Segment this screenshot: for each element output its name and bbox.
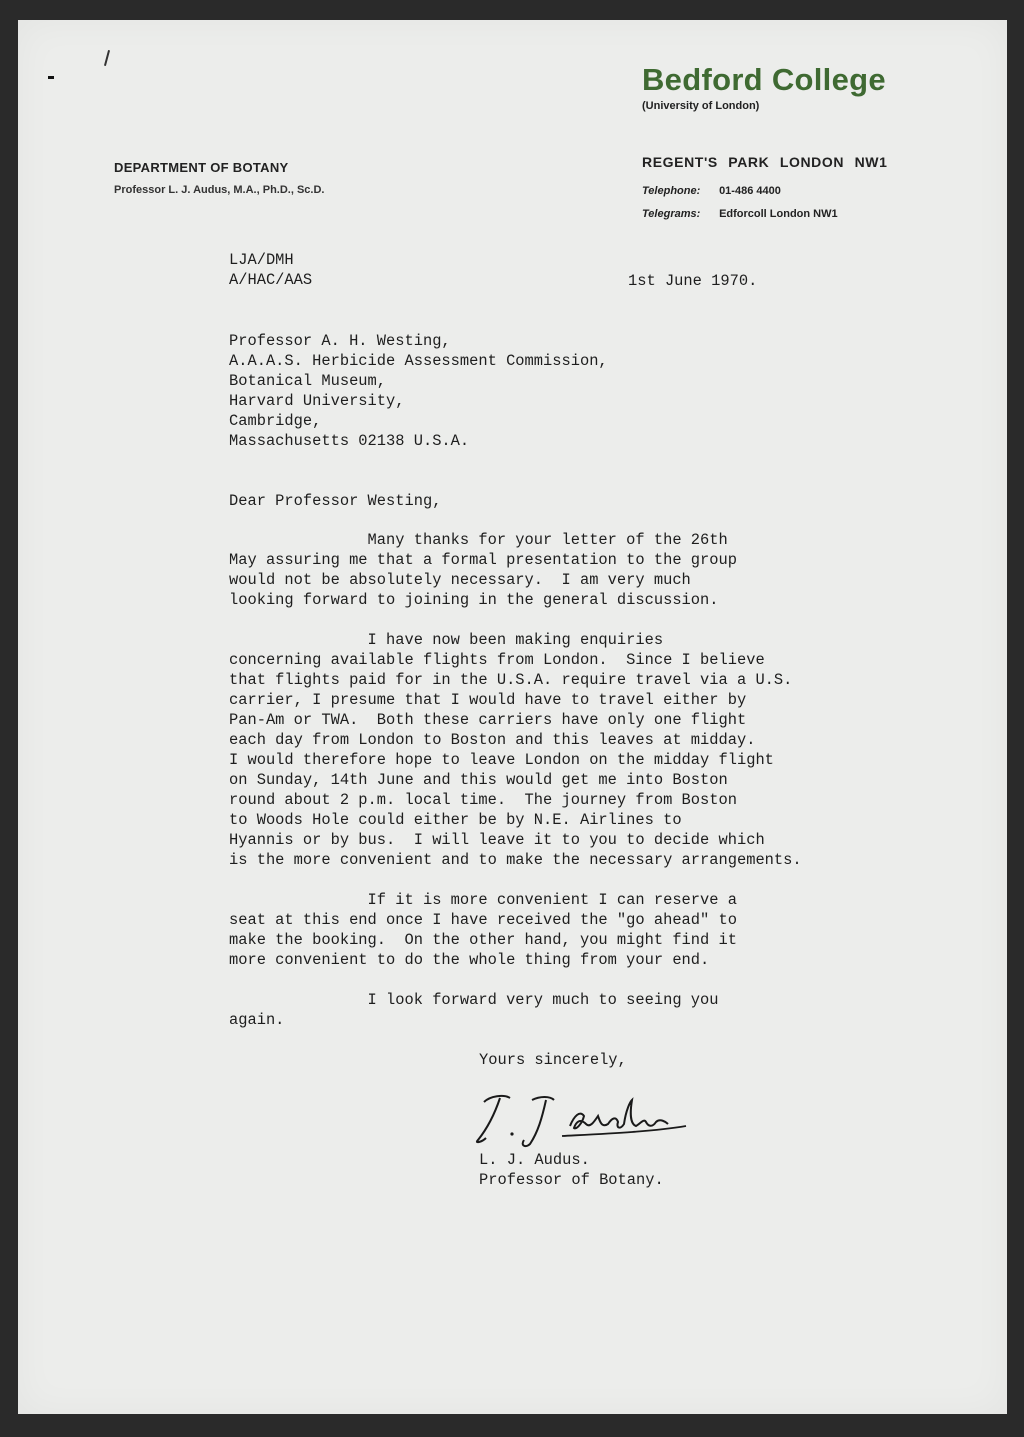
telegrams-label: Telegrams: bbox=[642, 208, 701, 220]
body-paragraph: If it is more convenient I can reserve a seat at this end once I have received the "go ahead" to make the booking. On the other hand, you might find it more convenient to do the whole thing from your end. bbox=[229, 891, 737, 969]
telegrams-line bbox=[642, 208, 838, 220]
reference-code: LJA/DMH A/HAC/AAS bbox=[229, 251, 313, 289]
body-paragraph: I have now been making enquiries concerning available flights from London. Since I believe that flights paid for in the U.S.A. require travel via a U.S. carrier, I presume that I would have to travel either by Pan-Am or TWA. Both these carriers have only one flight each day from London to Boston and this leaves at midday. I would therefore hope to leave London on the midday flight on Sunday, 14th June and this would get me into Boston round about 2 p.m. local time. The journey from Boston to Woods Hole could either be by N.E. Airlines to Hyannis or by bus. I will leave it to you to decide which is the more convenient and to make the necessary arrangements. bbox=[229, 631, 802, 869]
letter-page bbox=[18, 20, 1007, 1414]
telephone-label: Telephone: bbox=[642, 185, 701, 197]
college-address: REGENT'S PARK LONDON NW1 bbox=[642, 154, 888, 170]
university-name: (University of London) bbox=[642, 100, 760, 112]
letter-date: 1st June 1970. bbox=[628, 272, 758, 290]
recipient-address: Professor A. H. Westing, A.A.A.S. Herbicide Assessment Commission, Botanical Museum, Harvard University, Cambridge, Massachusetts 02138 U.S.A. bbox=[229, 332, 608, 450]
professor-credentials: Professor L. J. Audus, M.A., Ph.D., Sc.D. bbox=[114, 184, 325, 196]
body-paragraph: Many thanks for your letter of the 26th May assuring me that a formal presentation to the group would not be absolutely necessary. I am very much looking forward to joining in the general discussion. bbox=[229, 531, 737, 609]
body-paragraph: I look forward very much to seeing you again. bbox=[229, 991, 719, 1029]
stray-mark bbox=[48, 76, 54, 79]
closing: Yours sincerely, bbox=[479, 1051, 627, 1069]
telegrams-address: Edforcoll London NW1 bbox=[719, 208, 838, 220]
stray-mark bbox=[104, 50, 110, 66]
signatory-block: L. J. Audus. Professor of Botany. bbox=[479, 1151, 664, 1189]
handwritten-signature bbox=[470, 1088, 700, 1154]
telephone-number: 01-486 4400 bbox=[719, 185, 781, 197]
department-name: DEPARTMENT OF BOTANY bbox=[114, 160, 289, 175]
college-name: Bedford College bbox=[642, 62, 886, 97]
telephone-line bbox=[642, 185, 781, 197]
salutation: Dear Professor Westing, bbox=[229, 492, 442, 510]
